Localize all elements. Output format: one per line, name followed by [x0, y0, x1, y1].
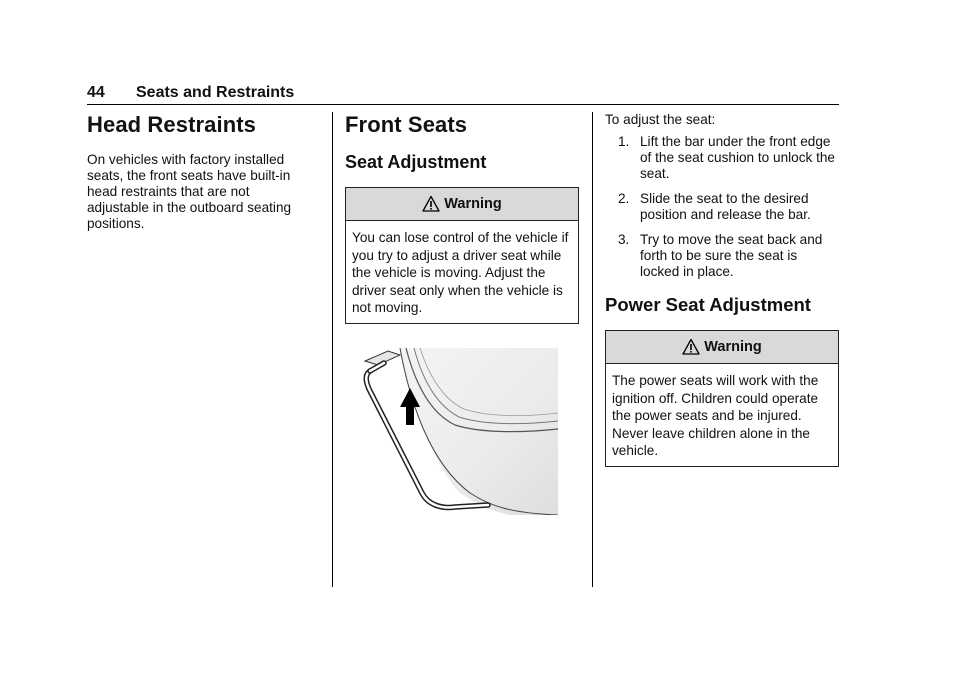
- step-number: 2.: [618, 191, 630, 206]
- column-divider: [332, 112, 333, 587]
- head-restraints-text: On vehicles with factory installed seats, the front seats have built-in head restraints that are not adjustable in the outboard seating positions.: [87, 152, 292, 231]
- warning-triangle-icon: [682, 338, 700, 356]
- column-head-restraints: [87, 112, 312, 232]
- warning-label: Warning: [444, 196, 502, 212]
- column-seat-instructions: [605, 112, 839, 477]
- warning-box: [345, 187, 579, 324]
- warning-header: [346, 188, 578, 221]
- heading-front-seats: Front Seats: [345, 112, 468, 137]
- warning-label: Warning: [704, 339, 762, 355]
- section-title: Seats and Restraints: [136, 84, 295, 101]
- step-number: 3.: [618, 232, 630, 247]
- list-item: [605, 134, 839, 182]
- adjust-intro: To adjust the seat:: [605, 112, 716, 127]
- page-header: [87, 82, 839, 105]
- seat-adjust-bar-illustration: [360, 343, 558, 515]
- column-front-seats: [345, 112, 579, 334]
- list-item: [605, 232, 839, 280]
- adjust-steps-list: [605, 134, 839, 280]
- page-number: 44: [87, 84, 105, 101]
- step-number: 1.: [618, 134, 630, 149]
- warning-triangle-icon: [422, 195, 440, 213]
- step-text: Try to move the seat back and forth to be sure the seat is locked in place.: [640, 232, 823, 279]
- warning-box: [605, 330, 839, 467]
- heading-power-seat-adjustment: Power Seat Adjustment: [605, 294, 811, 315]
- step-text: Lift the bar under the front edge of the seat cushion to unlock the seat.: [640, 134, 835, 181]
- list-item: [605, 191, 839, 223]
- warning-text: You can lose control of the vehicle if you try to adjust a driver seat while the vehicle is moving. Adjust the driver seat only when the vehicle is not moving.: [352, 230, 569, 315]
- step-text: Slide the seat to the desired position and release the bar.: [640, 191, 811, 222]
- column-divider: [592, 112, 593, 587]
- heading-seat-adjustment: Seat Adjustment: [345, 152, 487, 172]
- warning-text: The power seats will work with the ignition off. Children could operate the power seats and be injured. Never leave children alone in the vehicle.: [612, 373, 819, 458]
- heading-head-restraints: Head Restraints: [87, 112, 257, 137]
- warning-header: [606, 331, 838, 364]
